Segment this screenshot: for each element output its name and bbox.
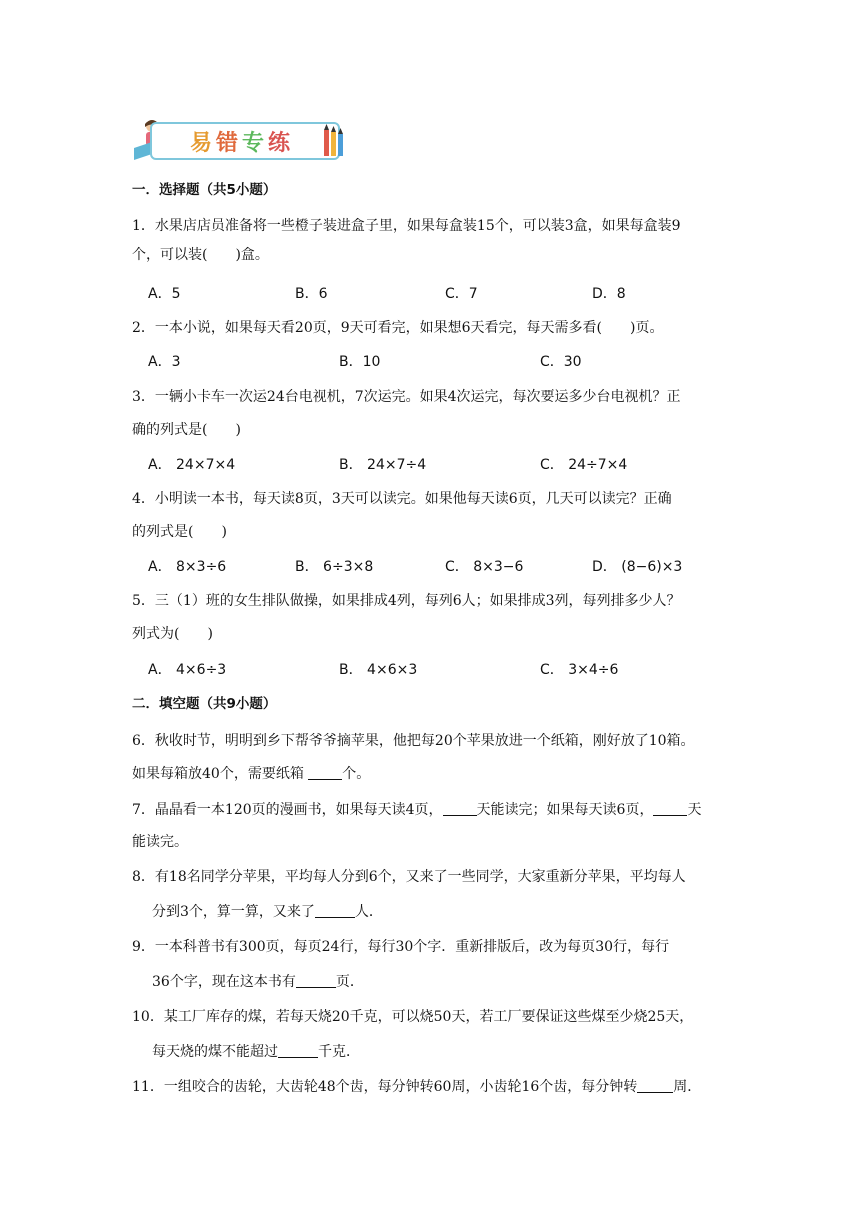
question-7-line-1: 7．晶晶看一本120页的漫画书，如果每天读4页， 天能读完；如果每天读6页， 天 — [132, 802, 702, 818]
section-heading-fill-blank: 二．填空题（共9小题） — [132, 696, 277, 712]
q4-option-d[interactable]: D． (8−6)×3 — [592, 559, 683, 575]
q4-option-b[interactable]: B． 6÷3×8 — [295, 559, 374, 575]
q10-answer-blank[interactable] — [278, 1043, 318, 1058]
q6-answer-blank[interactable] — [308, 765, 342, 780]
q11-answer-blank[interactable] — [637, 1078, 673, 1093]
question-1-line-2: 个，可以装( )盒。 — [132, 247, 269, 263]
q8-answer-blank[interactable] — [315, 903, 355, 918]
question-8-line-2: 分到3个，算一算，又来了 人． — [152, 904, 383, 920]
q3-option-c[interactable]: C． 24÷7×4 — [540, 457, 628, 473]
question-3-line-1: 3．一辆小卡车一次运24台电视机，7次运完。如果4次运完，每次要运多少台电视机？正 — [132, 389, 681, 405]
q5-option-a[interactable]: A． 4×6÷3 — [148, 662, 227, 678]
question-1-line-1: 1．水果店店员准备将一些橙子装进盒子里，如果每盒装15个，可以装3盒，如果每盒装9 — [132, 218, 681, 234]
q4-option-a[interactable]: A． 8×3÷6 — [148, 559, 227, 575]
q2-option-a[interactable]: A．3 — [148, 354, 181, 370]
section-heading-choice: 一．选择题（共5小题） — [132, 182, 277, 198]
question-6-line-2: 如果每箱放40个，需要纸箱 个。 — [132, 766, 371, 782]
q1-option-b[interactable]: B．6 — [295, 286, 328, 302]
question-5-line-1: 5．三（1）班的女生排队做操，如果排成4列，每列6人；如果排成3列，每列排多少人？ — [132, 593, 681, 609]
question-3-line-2: 确的列式是( ) — [132, 422, 241, 438]
q1-option-c[interactable]: C．7 — [445, 286, 478, 302]
question-9-line-1: 9．一本科普书有300页，每页24行，每行30个字．重新排版后，改为每页30行，每行 — [132, 939, 670, 955]
q5-option-b[interactable]: B． 4×6×3 — [339, 662, 418, 678]
question-2-line-1: 2．一本小说，如果每天看20页，9天可看完，如果想6天看完，每天需多看( )页。 — [132, 320, 664, 336]
pencils-icon — [322, 124, 344, 160]
q1-option-a[interactable]: A．5 — [148, 286, 181, 302]
question-5-line-2: 列式为( ) — [132, 626, 213, 642]
question-8-line-1: 8．有18名同学分苹果，平均每人分到6个，又来了一些同学，大家重新分苹果，平均每人 — [132, 869, 686, 885]
question-6-line-1: 6．秋收时节，明明到乡下帮爷爷摘苹果，他把每20个苹果放进一个纸箱，刚好放了10箱。 — [132, 733, 695, 749]
question-11-line-1: 11．一组咬合的齿轮，大齿轮48个齿，每分钟转60周，小齿轮16个齿，每分钟转 周． — [132, 1079, 702, 1095]
q2-option-c[interactable]: C．30 — [540, 354, 582, 370]
q5-option-c[interactable]: C． 3×4÷6 — [540, 662, 619, 678]
question-10-line-1: 10．某工厂库存的煤，若每天烧20千克，可以烧50天，若工厂要保证这些煤至少烧25天， — [132, 1009, 694, 1025]
q9-answer-blank[interactable] — [296, 973, 336, 988]
question-7-line-2: 能读完。 — [132, 834, 188, 850]
question-9-line-2: 36个字，现在这本书有 页． — [152, 974, 364, 990]
q2-option-b[interactable]: B．10 — [339, 354, 381, 370]
question-10-line-2: 每天烧的煤不能超过 千克． — [152, 1044, 360, 1060]
q3-option-a[interactable]: A． 24×7×4 — [148, 457, 236, 473]
question-4-line-1: 4．小明读一本书，每天读8页，3天可以读完。如果他每天读6页，几天可以读完？正确 — [132, 491, 672, 507]
q7-answer-blank-2[interactable] — [653, 801, 687, 816]
banner-title: 易错专练 — [190, 131, 295, 156]
q7-answer-blank-1[interactable] — [443, 801, 477, 816]
q3-option-b[interactable]: B． 24×7÷4 — [339, 457, 427, 473]
section-banner — [132, 118, 344, 164]
q1-option-d[interactable]: D．8 — [592, 286, 626, 302]
q4-option-c[interactable]: C． 8×3−6 — [445, 559, 524, 575]
question-4-line-2: 的列式是( ) — [132, 524, 227, 540]
